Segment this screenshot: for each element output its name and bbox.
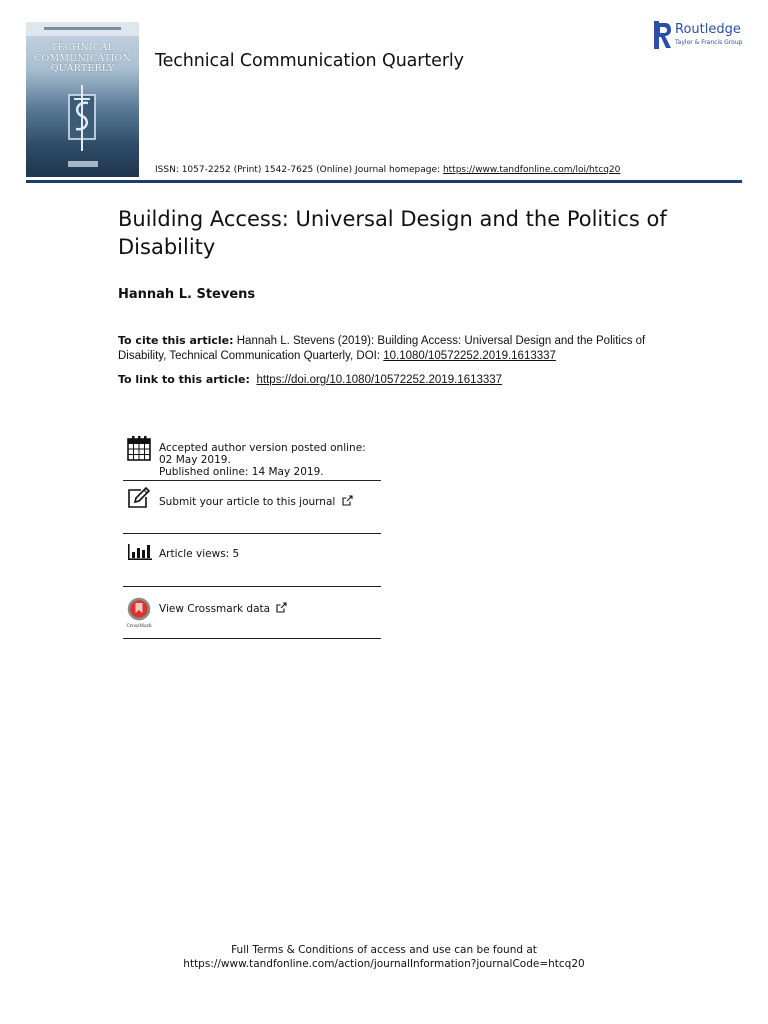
external-link-icon xyxy=(276,602,287,613)
header-divider xyxy=(26,180,742,183)
publication-dates xyxy=(159,442,379,478)
accepted-date: Accepted author version posted online: 02 May 2019. xyxy=(159,442,366,466)
cover-emblem-icon xyxy=(68,85,96,151)
issn-line xyxy=(155,165,620,175)
publisher-group: Taylor & Francis Group xyxy=(675,39,743,46)
author-name: Hannah L. Stevens xyxy=(118,287,256,302)
cover-title-line: COMMUNICATION xyxy=(34,52,131,64)
submit-article-label: Submit your article to this journal xyxy=(159,496,336,508)
citation-label: To cite this article: xyxy=(118,334,234,347)
article-link-block xyxy=(118,372,502,386)
citation-block xyxy=(118,333,658,364)
routledge-logo-icon xyxy=(654,21,672,49)
crossmark-label: View Crossmark data xyxy=(159,603,271,615)
crossmark-row[interactable] xyxy=(123,587,381,639)
article-link-label: To link to this article: xyxy=(118,373,250,386)
issn-text: ISSN: 1057-2252 (Print) 1542-7625 (Online) Journal homepage: xyxy=(155,165,441,175)
footer-terms-url[interactable]: https://www.tandfonline.com/action/journalInformation?journalCode=htcq20 xyxy=(183,958,585,970)
footer-terms xyxy=(0,943,768,971)
journal-homepage-link[interactable]: https://www.tandfonline.com/loi/htcq20 xyxy=(442,165,621,175)
published-date: Published online: 14 May 2019. xyxy=(159,466,324,478)
cover-top-strip xyxy=(26,22,139,36)
crossmark-link[interactable] xyxy=(159,602,287,615)
submit-article-link[interactable] xyxy=(159,495,353,508)
article-link-url[interactable]: https://doi.org/10.1080/10572252.2019.1613337 xyxy=(256,374,503,386)
article-title: Building Access: Universal Design and the Politics of Disability xyxy=(118,207,667,259)
citation-text: Hannah L. Stevens (2019): Building Access: Universal Design and the Politics of Disability, Technical Communication Quarterly, DOI: xyxy=(118,335,646,362)
submit-article-row[interactable] xyxy=(123,481,381,534)
publication-dates-row xyxy=(123,432,381,481)
cover-title xyxy=(26,43,139,75)
calendar-icon xyxy=(127,435,151,461)
crossmark-caption: CrossMark xyxy=(126,624,152,629)
publisher-brand xyxy=(654,21,749,51)
cover-title-line: TECHNICAL xyxy=(50,42,115,53)
external-link-icon xyxy=(342,495,353,506)
bar-chart-icon xyxy=(127,541,153,561)
cover-title-line: QUARTERLY xyxy=(50,63,115,74)
journal-cover xyxy=(26,22,139,177)
citation-doi-link[interactable]: 10.1080/10572252.2019.1613337 xyxy=(383,350,556,362)
publisher-name: Routledge xyxy=(675,22,741,37)
edit-icon xyxy=(127,487,151,509)
cover-publisher-logo xyxy=(68,161,98,167)
article-metadata-box xyxy=(123,432,381,639)
footer-terms-line: Full Terms & Conditions of access and use can be found at xyxy=(231,944,537,956)
crossmark-icon xyxy=(127,597,153,627)
article-views-row xyxy=(123,534,381,587)
article-views: Article views: 5 xyxy=(159,548,240,560)
journal-title: Technical Communication Quarterly xyxy=(155,51,464,71)
